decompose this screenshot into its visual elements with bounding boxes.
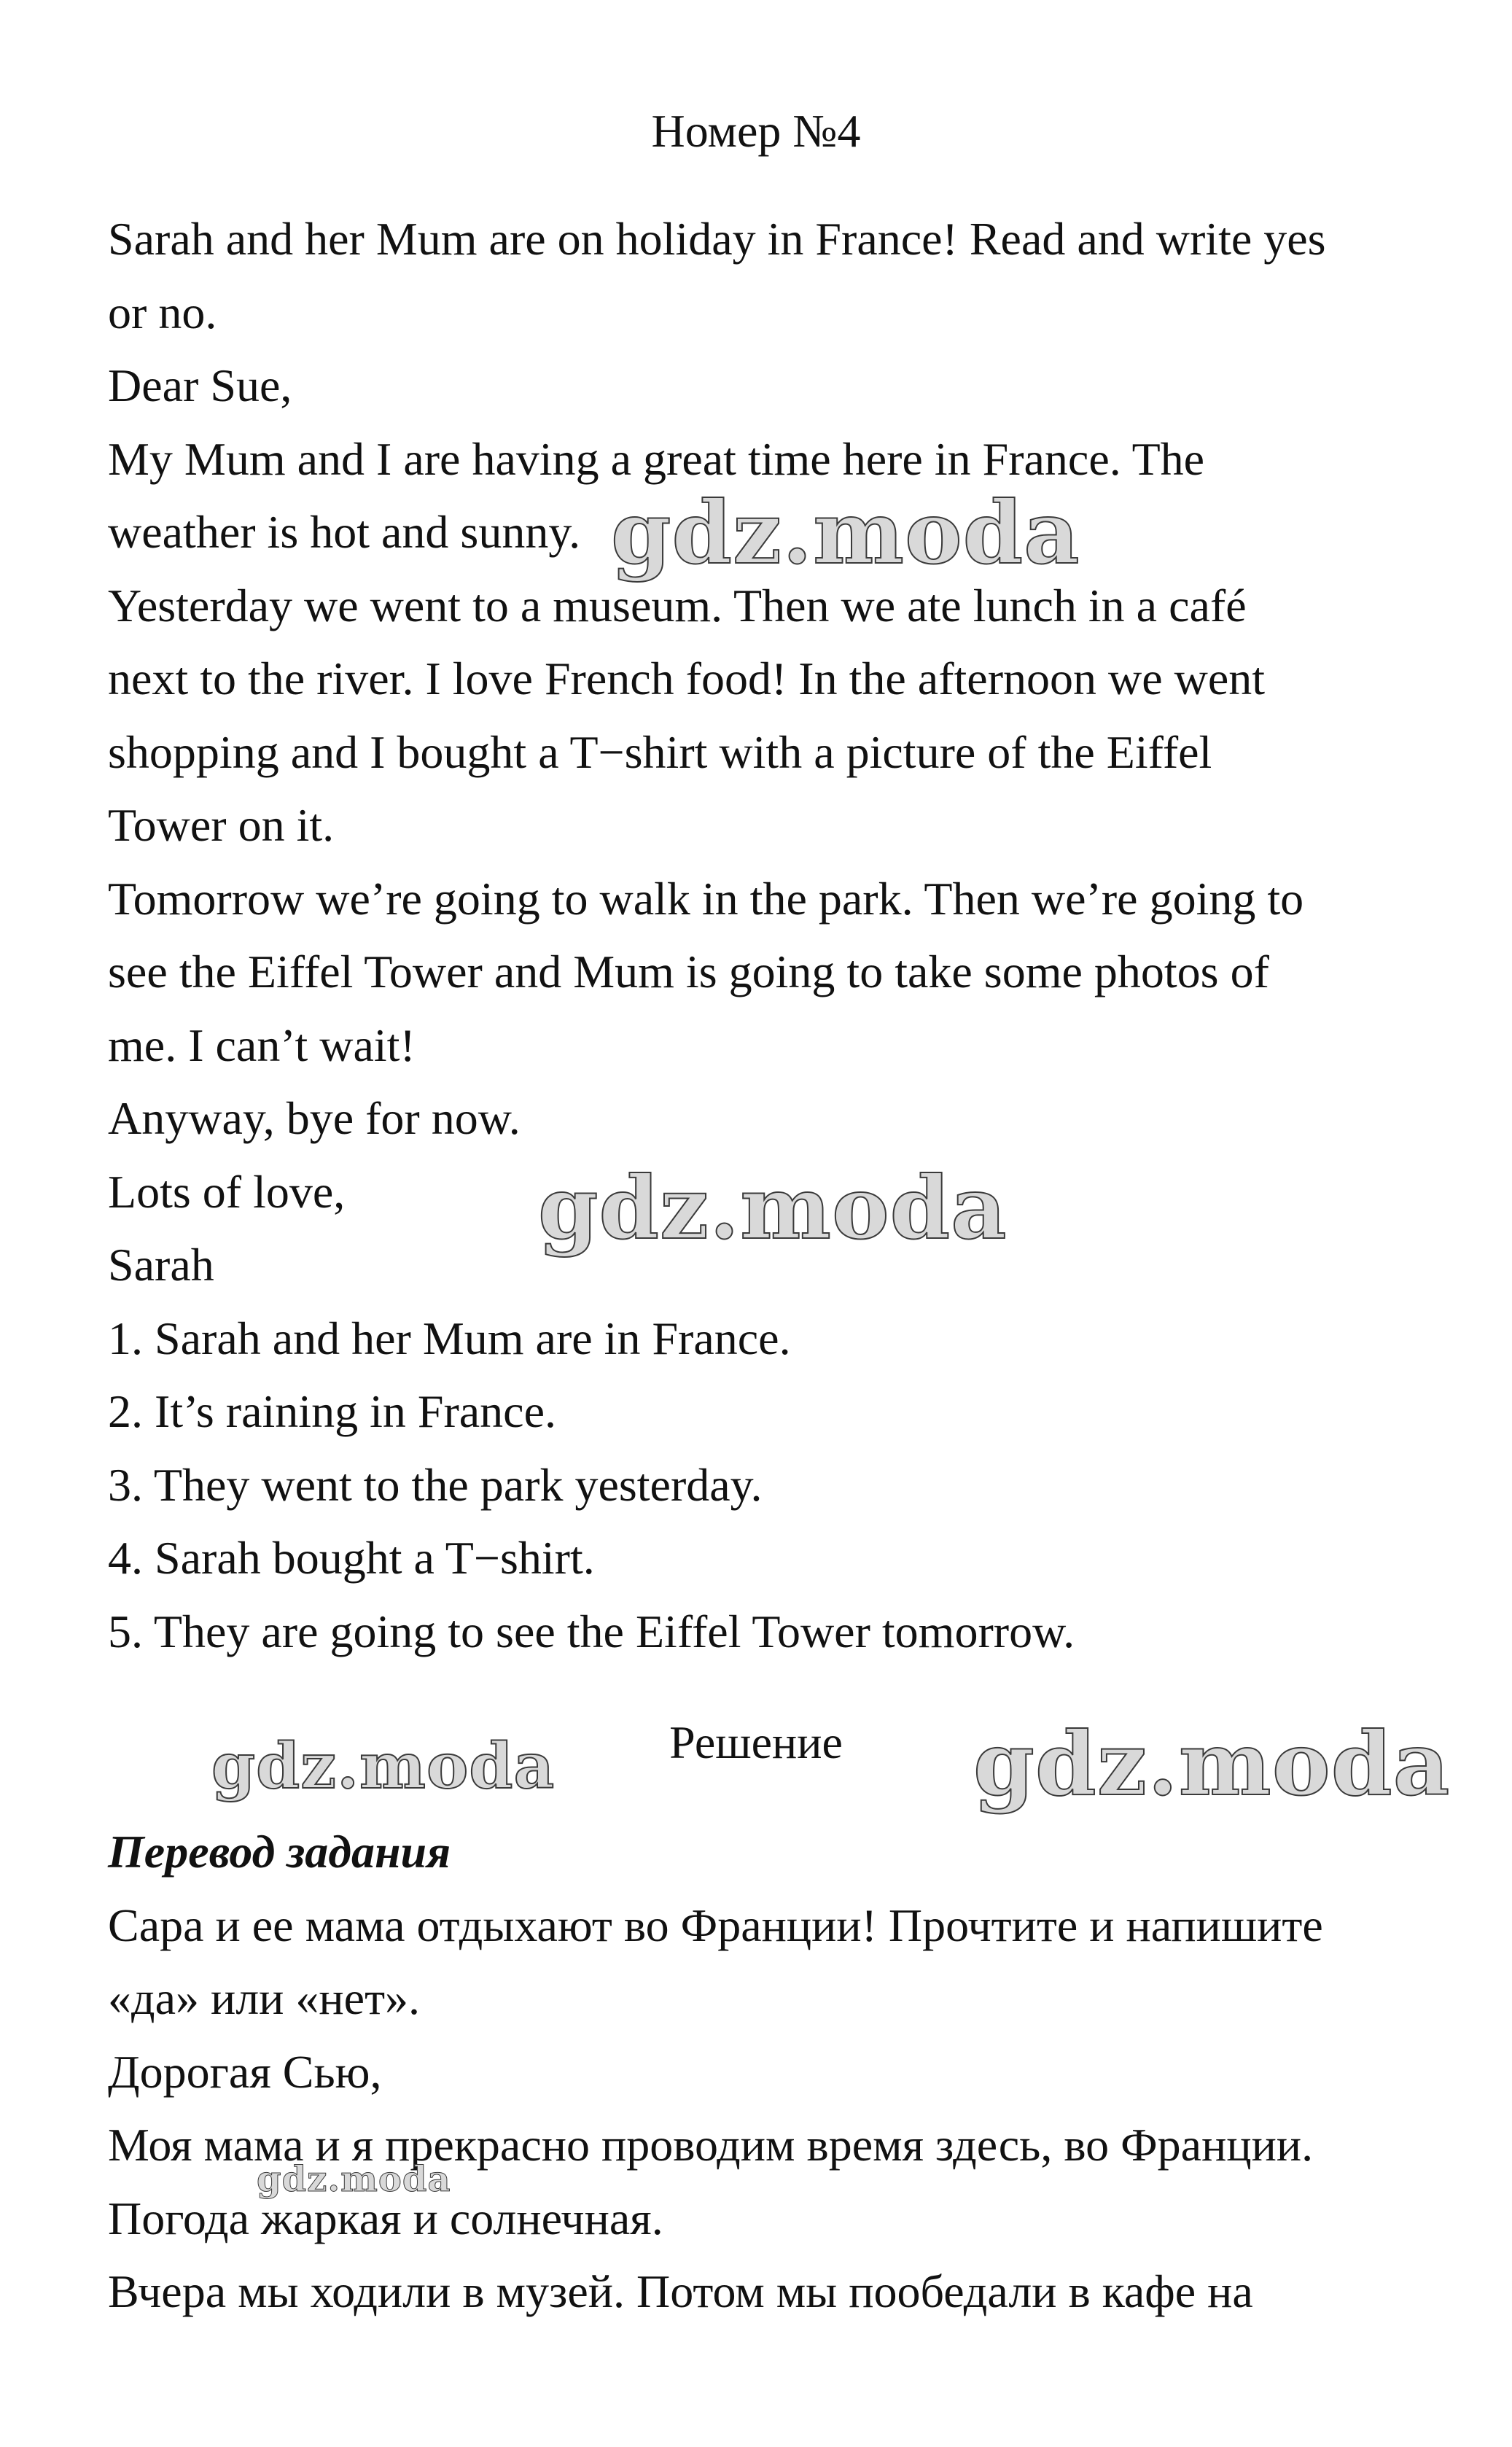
watermark-logo: gdz.moda: [973, 1713, 1451, 1816]
letter-line: Погода жаркая и солнечная.: [108, 2192, 663, 2244]
question-item: 5. They are going to see the Eiffel Tower tomorrow.: [108, 1605, 1075, 1657]
watermark-logo: gdz.moda: [211, 1730, 556, 1803]
letter-line: Yesterday we went to a museum. Then we ate lunch in a café: [108, 579, 1247, 631]
letter-closing: Lots of love,: [108, 1165, 346, 1218]
letter-line: me. I can’t wait!: [108, 1019, 416, 1071]
letter-line: Моя мама и я прекрасно проводим время здесь, во Франции.: [108, 2119, 1314, 2171]
watermark-logo: gdz.moda: [257, 2159, 451, 2200]
page-title: Номер №4: [651, 105, 861, 157]
translation-heading: Перевод задания: [108, 1826, 451, 1878]
letter-line: Вчера мы ходили в музей. Потом мы пообедали в кафе на: [108, 2265, 1253, 2317]
letter-greeting: Дорогая Сью,: [108, 2045, 382, 2098]
question-item: 1. Sarah and her Mum are in France.: [108, 1312, 791, 1364]
english-task-text: [108, 203, 1413, 1668]
letter-greeting: Dear Sue,: [108, 359, 292, 411]
letter-line: My Mum and I are having a great time here in France. The: [108, 432, 1205, 485]
letter-line: Tower on it.: [108, 799, 335, 851]
watermark-logo: gdz.moda: [538, 1157, 1008, 1258]
russian-translation-text: [108, 1816, 1413, 2329]
solution-heading: Решение: [669, 1716, 843, 1768]
letter-line: see the Eiffel Tower and Mum is going to take some photos of: [108, 946, 1269, 997]
question-item: 2. It’s raining in France.: [108, 1385, 556, 1437]
instruction-line: or no.: [108, 286, 217, 338]
watermark-logo: gdz.moda: [611, 482, 1080, 583]
letter-closing: Anyway, bye for now.: [108, 1092, 521, 1144]
instruction-line: Сара и ее мама отдыхают во Франции! Прочтите и напишите: [108, 1899, 1323, 1951]
letter-line: weather is hot and sunny.: [108, 506, 581, 558]
instruction-line: «да» или «нет».: [108, 1972, 421, 2024]
instruction-line: Sarah and her Mum are on holiday in France! Read and write yes: [108, 213, 1326, 265]
letter-signature: Sarah: [108, 1239, 214, 1291]
letter-line: next to the river. I love French food! In the afternoon we went: [108, 653, 1266, 704]
letter-line: shopping and I bought a T−shirt with a picture of the Eiffel: [108, 725, 1212, 778]
question-item: 4. Sarah bought a T−shirt.: [108, 1532, 595, 1584]
letter-line: Tomorrow we’re going to walk in the park. Then we’re going to: [108, 872, 1304, 925]
question-item: 3. They went to the park yesterday.: [108, 1458, 763, 1511]
